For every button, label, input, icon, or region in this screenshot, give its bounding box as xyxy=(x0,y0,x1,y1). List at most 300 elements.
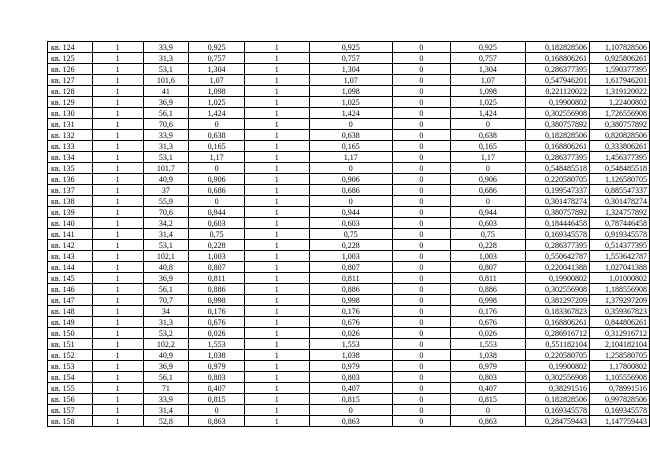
cell-value-b: 0 xyxy=(309,196,393,207)
cell-area: 37 xyxy=(143,185,189,196)
table-row xyxy=(48,273,650,284)
cell-value-c: 0,815 xyxy=(450,394,526,405)
cell-area: 70,6 xyxy=(143,207,189,218)
cell-value-a: 0,811 xyxy=(189,273,245,284)
cell-factor: 1 xyxy=(245,130,310,141)
cell-value-a: 0,676 xyxy=(189,317,245,328)
cell-area: 55,9 xyxy=(143,196,189,207)
cell-total: 1,027041388 xyxy=(590,262,650,273)
cell-area: 53,1 xyxy=(143,64,189,75)
cell-value-b: 0,906 xyxy=(309,174,393,185)
cell-value-a: 0 xyxy=(189,405,245,416)
cell-zero: 0 xyxy=(393,306,451,317)
cell-value-a: 1,304 xyxy=(189,64,245,75)
cell-total: 1,126580705 xyxy=(590,174,650,185)
cell-apartment: кв. 148 xyxy=(48,306,93,317)
cell-factor: 1 xyxy=(245,97,310,108)
table-row xyxy=(48,196,650,207)
cell-share: 0,169345578 xyxy=(526,229,590,240)
cell-value-a: 1,07 xyxy=(189,75,245,86)
cell-value-b: 1,038 xyxy=(309,350,393,361)
cell-share: 0,286377395 xyxy=(526,64,590,75)
table-row xyxy=(48,75,650,86)
cell-apartment: кв. 130 xyxy=(48,108,93,119)
cell-zero: 0 xyxy=(393,163,451,174)
cell-total: 1,324757892 xyxy=(590,207,650,218)
cell-apartment: кв. 141 xyxy=(48,229,93,240)
cell-value-c: 0 xyxy=(450,119,526,130)
cell-value-c: 0,75 xyxy=(450,229,526,240)
cell-area: 41 xyxy=(143,86,189,97)
cell-share: 0,220041388 xyxy=(526,262,590,273)
cell-apartment: кв. 133 xyxy=(48,141,93,152)
cell-factor: 1 xyxy=(245,251,310,262)
cell-value-b: 0,026 xyxy=(309,328,393,339)
cell-share: 0,302556908 xyxy=(526,108,590,119)
cell-value-b: 0,757 xyxy=(309,53,393,64)
table-row xyxy=(48,218,650,229)
cell-total: 0,514377395 xyxy=(590,240,650,251)
cell-apartment: кв. 146 xyxy=(48,284,93,295)
cell-value-c: 0,925 xyxy=(450,42,526,53)
cell-area: 102,1 xyxy=(143,251,189,262)
cell-total: 0,333806261 xyxy=(590,141,650,152)
cell-zero: 0 xyxy=(393,108,451,119)
cell-total: 0,359367823 xyxy=(590,306,650,317)
cell-area: 36,9 xyxy=(143,97,189,108)
cell-total: 1,22400802 xyxy=(590,97,650,108)
cell-count: 1 xyxy=(92,262,143,273)
cell-share: 0,199547337 xyxy=(526,185,590,196)
cell-value-c: 1,025 xyxy=(450,97,526,108)
cell-factor: 1 xyxy=(245,394,310,405)
cell-share: 0,551182104 xyxy=(526,339,590,350)
cell-zero: 0 xyxy=(393,317,451,328)
cell-value-a: 0 xyxy=(189,196,245,207)
cell-zero: 0 xyxy=(393,196,451,207)
cell-factor: 1 xyxy=(245,295,310,306)
cell-zero: 0 xyxy=(393,119,451,130)
cell-area: 71 xyxy=(143,383,189,394)
cell-zero: 0 xyxy=(393,251,451,262)
cell-apartment: кв. 152 xyxy=(48,350,93,361)
cell-zero: 0 xyxy=(393,394,451,405)
cell-value-c: 0,686 xyxy=(450,185,526,196)
table-row xyxy=(48,163,650,174)
table-row xyxy=(48,372,650,383)
cell-count: 1 xyxy=(92,218,143,229)
cell-value-a: 0 xyxy=(189,163,245,174)
cell-value-a: 0,803 xyxy=(189,372,245,383)
table-row xyxy=(48,339,650,350)
cell-zero: 0 xyxy=(393,361,451,372)
cell-share: 0,284759443 xyxy=(526,416,590,427)
cell-area: 70,7 xyxy=(143,295,189,306)
cell-total: 1,553642787 xyxy=(590,251,650,262)
cell-value-b: 0 xyxy=(309,119,393,130)
cell-count: 1 xyxy=(92,251,143,262)
cell-value-b: 1,424 xyxy=(309,108,393,119)
cell-factor: 1 xyxy=(245,306,310,317)
cell-value-c: 0,757 xyxy=(450,53,526,64)
cell-value-c: 0,886 xyxy=(450,284,526,295)
table-row xyxy=(48,383,650,394)
cell-factor: 1 xyxy=(245,383,310,394)
cell-area: 56,1 xyxy=(143,372,189,383)
cell-zero: 0 xyxy=(393,174,451,185)
cell-share: 0,286377395 xyxy=(526,152,590,163)
table-row xyxy=(48,405,650,416)
cell-count: 1 xyxy=(92,163,143,174)
cell-share: 0,183367823 xyxy=(526,306,590,317)
cell-area: 33,9 xyxy=(143,130,189,141)
cell-apartment: кв. 138 xyxy=(48,196,93,207)
cell-value-c: 1,038 xyxy=(450,350,526,361)
cell-share: 0,168806261 xyxy=(526,317,590,328)
cell-value-a: 1,025 xyxy=(189,97,245,108)
cell-count: 1 xyxy=(92,152,143,163)
cell-share: 0,550642787 xyxy=(526,251,590,262)
cell-area: 34,2 xyxy=(143,218,189,229)
cell-value-b: 1,025 xyxy=(309,97,393,108)
table-row xyxy=(48,152,650,163)
cell-share: 0,19900802 xyxy=(526,361,590,372)
table-row xyxy=(48,328,650,339)
cell-total: 1,456377395 xyxy=(590,152,650,163)
cell-apartment: кв. 151 xyxy=(48,339,93,350)
cell-value-b: 0 xyxy=(309,405,393,416)
cell-total: 1,107828506 xyxy=(590,42,650,53)
cell-factor: 1 xyxy=(245,405,310,416)
table-row xyxy=(48,284,650,295)
cell-factor: 1 xyxy=(245,163,310,174)
cell-value-a: 0,228 xyxy=(189,240,245,251)
cell-factor: 1 xyxy=(245,229,310,240)
cell-zero: 0 xyxy=(393,97,451,108)
table-row xyxy=(48,108,650,119)
cell-count: 1 xyxy=(92,383,143,394)
cell-zero: 0 xyxy=(393,240,451,251)
cell-share: 0,302556908 xyxy=(526,372,590,383)
cell-value-c: 1,003 xyxy=(450,251,526,262)
cell-value-b: 1,553 xyxy=(309,339,393,350)
cell-value-b: 0,944 xyxy=(309,207,393,218)
cell-zero: 0 xyxy=(393,86,451,97)
cell-apartment: кв. 154 xyxy=(48,372,93,383)
cell-apartment: кв. 135 xyxy=(48,163,93,174)
table-row xyxy=(48,64,650,75)
cell-value-c: 0,165 xyxy=(450,141,526,152)
cell-area: 40,8 xyxy=(143,262,189,273)
cell-factor: 1 xyxy=(245,218,310,229)
cell-count: 1 xyxy=(92,108,143,119)
cell-count: 1 xyxy=(92,130,143,141)
cell-value-a: 0,638 xyxy=(189,130,245,141)
cell-apartment: кв. 128 xyxy=(48,86,93,97)
cell-area: 33,9 xyxy=(143,42,189,53)
table-row xyxy=(48,251,650,262)
cell-value-b: 1,07 xyxy=(309,75,393,86)
cell-count: 1 xyxy=(92,97,143,108)
cell-count: 1 xyxy=(92,229,143,240)
cell-apartment: кв. 157 xyxy=(48,405,93,416)
table-body xyxy=(48,42,650,427)
cell-count: 1 xyxy=(92,372,143,383)
cell-share: 0,182828506 xyxy=(526,394,590,405)
cell-count: 1 xyxy=(92,196,143,207)
cell-area: 40,9 xyxy=(143,174,189,185)
cell-value-a: 1,098 xyxy=(189,86,245,97)
cell-zero: 0 xyxy=(393,75,451,86)
cell-value-b: 0,803 xyxy=(309,372,393,383)
cell-count: 1 xyxy=(92,119,143,130)
table-row xyxy=(48,295,650,306)
cell-value-b: 1,17 xyxy=(309,152,393,163)
cell-zero: 0 xyxy=(393,152,451,163)
cell-zero: 0 xyxy=(393,383,451,394)
cell-area: 70,6 xyxy=(143,119,189,130)
cell-count: 1 xyxy=(92,350,143,361)
cell-value-b: 0,407 xyxy=(309,383,393,394)
cell-zero: 0 xyxy=(393,207,451,218)
table-row xyxy=(48,130,650,141)
cell-apartment: кв. 131 xyxy=(48,119,93,130)
cell-value-b: 0,638 xyxy=(309,130,393,141)
table-row xyxy=(48,229,650,240)
cell-total: 0,820828506 xyxy=(590,130,650,141)
cell-value-b: 1,098 xyxy=(309,86,393,97)
cell-share: 0,19900802 xyxy=(526,97,590,108)
cell-value-a: 1,038 xyxy=(189,350,245,361)
cell-factor: 1 xyxy=(245,42,310,53)
cell-share: 0,38291516 xyxy=(526,383,590,394)
cell-apartment: кв. 149 xyxy=(48,317,93,328)
table-row xyxy=(48,86,650,97)
cell-apartment: кв. 124 xyxy=(48,42,93,53)
cell-value-b: 0,676 xyxy=(309,317,393,328)
cell-count: 1 xyxy=(92,75,143,86)
cell-factor: 1 xyxy=(245,416,310,427)
cell-area: 101,6 xyxy=(143,75,189,86)
cell-zero: 0 xyxy=(393,284,451,295)
cell-area: 40,9 xyxy=(143,350,189,361)
table-row xyxy=(48,317,650,328)
cell-value-a: 0,863 xyxy=(189,416,245,427)
cell-apartment: кв. 142 xyxy=(48,240,93,251)
cell-factor: 1 xyxy=(245,75,310,86)
cell-share: 0,302556908 xyxy=(526,284,590,295)
cell-zero: 0 xyxy=(393,350,451,361)
cell-value-c: 0,998 xyxy=(450,295,526,306)
cell-share: 0,548485518 xyxy=(526,163,590,174)
cell-value-b: 0,176 xyxy=(309,306,393,317)
cell-value-a: 0,998 xyxy=(189,295,245,306)
table-row xyxy=(48,394,650,405)
cell-factor: 1 xyxy=(245,141,310,152)
cell-apartment: кв. 153 xyxy=(48,361,93,372)
cell-zero: 0 xyxy=(393,372,451,383)
cell-area: 102,2 xyxy=(143,339,189,350)
cell-share: 0,547946201 xyxy=(526,75,590,86)
cell-apartment: кв. 158 xyxy=(48,416,93,427)
cell-total: 1,01000802 xyxy=(590,273,650,284)
cell-area: 31,4 xyxy=(143,229,189,240)
table-row xyxy=(48,42,650,53)
cell-apartment: кв. 155 xyxy=(48,383,93,394)
cell-zero: 0 xyxy=(393,405,451,416)
cell-count: 1 xyxy=(92,64,143,75)
cell-share: 0,381297209 xyxy=(526,295,590,306)
cell-area: 36,9 xyxy=(143,273,189,284)
cell-value-a: 0,944 xyxy=(189,207,245,218)
cell-total: 0,925806261 xyxy=(590,53,650,64)
cell-zero: 0 xyxy=(393,262,451,273)
cell-value-a: 0,407 xyxy=(189,383,245,394)
table-row xyxy=(48,361,650,372)
cell-value-c: 0 xyxy=(450,163,526,174)
cell-value-c: 0,944 xyxy=(450,207,526,218)
cell-value-b: 0,925 xyxy=(309,42,393,53)
cell-zero: 0 xyxy=(393,185,451,196)
cell-count: 1 xyxy=(92,416,143,427)
cell-total: 1,105556908 xyxy=(590,372,650,383)
cell-value-b: 1,304 xyxy=(309,64,393,75)
cell-apartment: кв. 143 xyxy=(48,251,93,262)
cell-share: 0,184446458 xyxy=(526,218,590,229)
cell-zero: 0 xyxy=(393,130,451,141)
cell-area: 36,9 xyxy=(143,361,189,372)
table-row xyxy=(48,185,650,196)
cell-zero: 0 xyxy=(393,218,451,229)
cell-value-a: 1,17 xyxy=(189,152,245,163)
table-row xyxy=(48,306,650,317)
cell-count: 1 xyxy=(92,339,143,350)
cell-share: 0,380757892 xyxy=(526,207,590,218)
cell-value-b: 1,003 xyxy=(309,251,393,262)
cell-zero: 0 xyxy=(393,416,451,427)
cell-value-b: 0,979 xyxy=(309,361,393,372)
cell-apartment: кв. 136 xyxy=(48,174,93,185)
cell-value-a: 0,75 xyxy=(189,229,245,240)
cell-factor: 1 xyxy=(245,240,310,251)
cell-area: 31,3 xyxy=(143,53,189,64)
cell-total: 0,312916712 xyxy=(590,328,650,339)
cell-factor: 1 xyxy=(245,328,310,339)
table-row xyxy=(48,240,650,251)
cell-area: 53,1 xyxy=(143,152,189,163)
cell-count: 1 xyxy=(92,86,143,97)
cell-zero: 0 xyxy=(393,295,451,306)
cell-value-c: 0,407 xyxy=(450,383,526,394)
cell-total: 0,997828506 xyxy=(590,394,650,405)
cell-value-a: 1,424 xyxy=(189,108,245,119)
cell-share: 0,19900802 xyxy=(526,273,590,284)
cell-count: 1 xyxy=(92,306,143,317)
cell-area: 31,4 xyxy=(143,405,189,416)
cell-factor: 1 xyxy=(245,317,310,328)
cell-area: 53,1 xyxy=(143,240,189,251)
cell-value-c: 0,803 xyxy=(450,372,526,383)
cell-factor: 1 xyxy=(245,185,310,196)
cell-value-a: 0,165 xyxy=(189,141,245,152)
cell-apartment: кв. 129 xyxy=(48,97,93,108)
cell-area: 34 xyxy=(143,306,189,317)
cell-factor: 1 xyxy=(245,64,310,75)
cell-value-c: 0,979 xyxy=(450,361,526,372)
cell-total: 0,548485518 xyxy=(590,163,650,174)
cell-zero: 0 xyxy=(393,141,451,152)
cell-share: 0,182828506 xyxy=(526,130,590,141)
cell-share: 0,168806261 xyxy=(526,53,590,64)
cell-count: 1 xyxy=(92,284,143,295)
cell-apartment: кв. 125 xyxy=(48,53,93,64)
cell-apartment: кв. 134 xyxy=(48,152,93,163)
cell-count: 1 xyxy=(92,174,143,185)
cell-area: 52,8 xyxy=(143,416,189,427)
cell-zero: 0 xyxy=(393,339,451,350)
cell-count: 1 xyxy=(92,361,143,372)
cell-factor: 1 xyxy=(245,284,310,295)
cell-zero: 0 xyxy=(393,328,451,339)
cell-apartment: кв. 126 xyxy=(48,64,93,75)
cell-count: 1 xyxy=(92,185,143,196)
cell-total: 1,617946201 xyxy=(590,75,650,86)
cell-total: 1,258580705 xyxy=(590,350,650,361)
cell-total: 1,147759443 xyxy=(590,416,650,427)
cell-total: 1,17800802 xyxy=(590,361,650,372)
cell-count: 1 xyxy=(92,295,143,306)
cell-total: 0,844806261 xyxy=(590,317,650,328)
cell-value-c: 1,304 xyxy=(450,64,526,75)
cell-count: 1 xyxy=(92,207,143,218)
cell-value-c: 0,228 xyxy=(450,240,526,251)
cell-value-c: 0,638 xyxy=(450,130,526,141)
cell-factor: 1 xyxy=(245,273,310,284)
cell-count: 1 xyxy=(92,53,143,64)
cell-total: 1,319120022 xyxy=(590,86,650,97)
cell-total: 1,726556908 xyxy=(590,108,650,119)
cell-share: 0,220580705 xyxy=(526,350,590,361)
cell-area: 56,1 xyxy=(143,108,189,119)
cell-area: 56,1 xyxy=(143,284,189,295)
cell-value-b: 0,886 xyxy=(309,284,393,295)
cell-value-c: 0 xyxy=(450,196,526,207)
cell-count: 1 xyxy=(92,394,143,405)
cell-total: 0,301478274 xyxy=(590,196,650,207)
table-row xyxy=(48,97,650,108)
cell-factor: 1 xyxy=(245,372,310,383)
cell-value-b: 0,165 xyxy=(309,141,393,152)
cell-value-c: 0,176 xyxy=(450,306,526,317)
cell-value-b: 0 xyxy=(309,163,393,174)
table-row xyxy=(48,53,650,64)
cell-value-c: 0,676 xyxy=(450,317,526,328)
cell-value-c: 0 xyxy=(450,405,526,416)
cell-factor: 1 xyxy=(245,108,310,119)
cell-factor: 1 xyxy=(245,86,310,97)
cell-apartment: кв. 145 xyxy=(48,273,93,284)
cell-factor: 1 xyxy=(245,119,310,130)
cell-total: 1,188556908 xyxy=(590,284,650,295)
cell-zero: 0 xyxy=(393,64,451,75)
cell-total: 0,169345578 xyxy=(590,405,650,416)
table-row xyxy=(48,416,650,427)
cell-share: 0,380757892 xyxy=(526,119,590,130)
cell-apartment: кв. 144 xyxy=(48,262,93,273)
cell-value-a: 1,553 xyxy=(189,339,245,350)
cell-value-a: 0,979 xyxy=(189,361,245,372)
cell-zero: 0 xyxy=(393,229,451,240)
